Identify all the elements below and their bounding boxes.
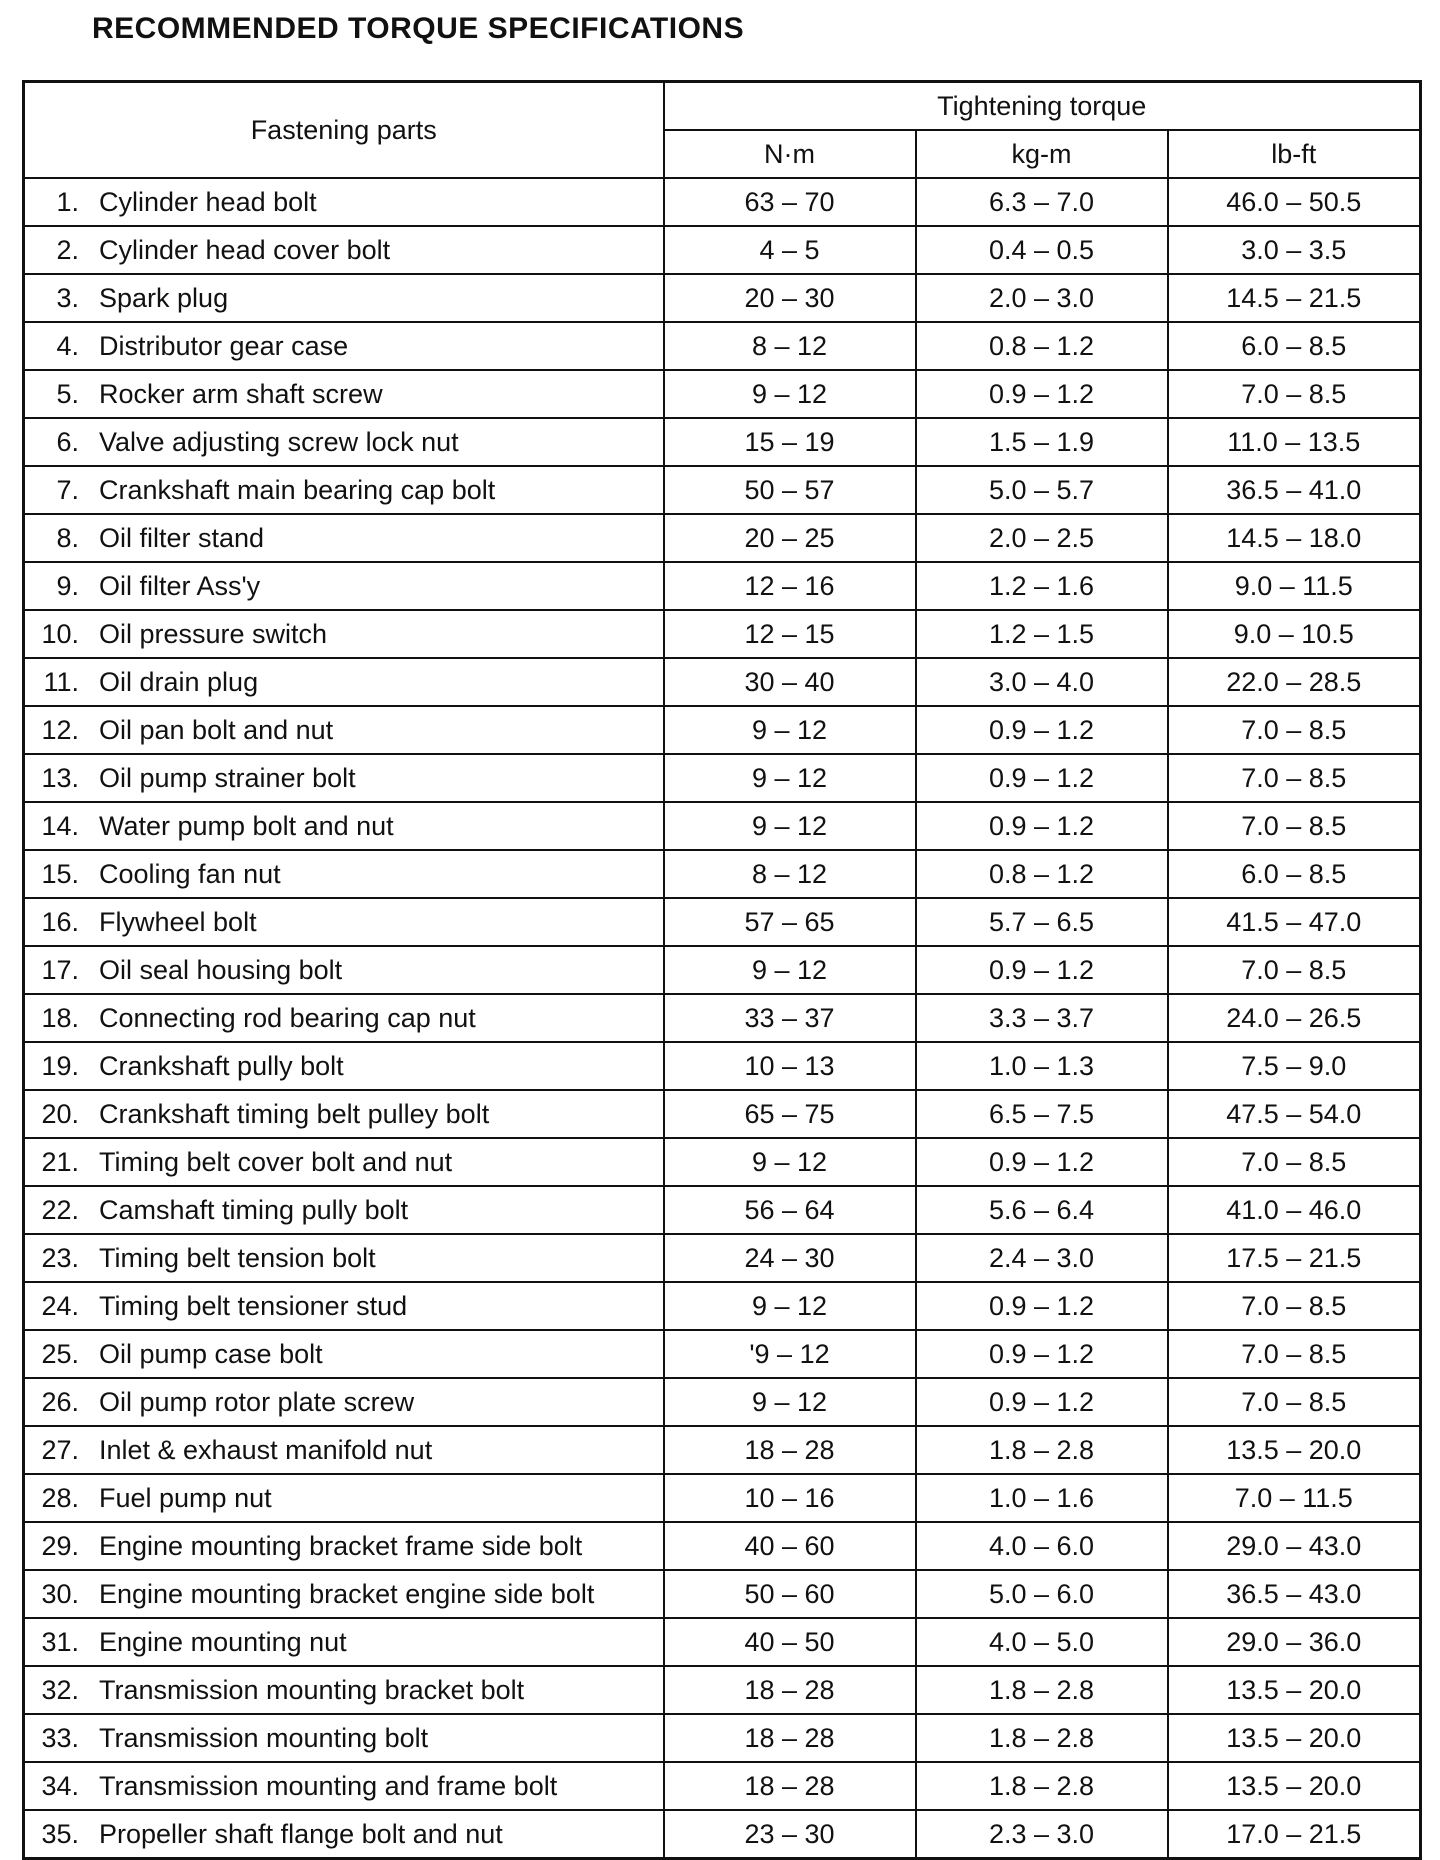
- part-name: Valve adjusting screw lock nut: [99, 426, 459, 457]
- torque-nm-cell: 40 – 50: [664, 1618, 916, 1666]
- torque-lbft-cell: 41.0 – 46.0: [1168, 1186, 1421, 1234]
- part-name: Camshaft timing pully bolt: [99, 1194, 409, 1225]
- row-number: 35.: [41, 1818, 79, 1849]
- row-number: 21.: [41, 1146, 79, 1177]
- torque-nm-cell: 50 – 57: [664, 466, 916, 514]
- part-name: Transmission mounting bolt: [99, 1722, 429, 1753]
- torque-kgm-cell: 1.5 – 1.9: [916, 418, 1168, 466]
- row-number: 18.: [41, 1002, 79, 1033]
- fastening-part-cell: [24, 1762, 664, 1810]
- torque-lbft-cell: 46.0 – 50.5: [1168, 178, 1421, 226]
- torque-kgm-cell: 1.2 – 1.5: [916, 610, 1168, 658]
- torque-lbft-cell: 7.0 – 8.5: [1168, 1330, 1421, 1378]
- fastening-part-cell: [24, 514, 664, 562]
- torque-lbft-cell: 36.5 – 43.0: [1168, 1570, 1421, 1618]
- torque-kgm-cell: 0.9 – 1.2: [916, 370, 1168, 418]
- part-name: Oil pressure switch: [99, 618, 328, 649]
- torque-nm-cell: 18 – 28: [664, 1426, 916, 1474]
- torque-kgm-cell: 3.0 – 4.0: [916, 658, 1168, 706]
- fastening-part-cell: [24, 562, 664, 610]
- table-row: [24, 1666, 1421, 1714]
- part-name: Transmission mounting bracket bolt: [99, 1674, 525, 1705]
- row-number: 26.: [41, 1386, 79, 1417]
- torque-kgm-cell: 0.9 – 1.2: [916, 706, 1168, 754]
- torque-lbft-cell: 17.5 – 21.5: [1168, 1234, 1421, 1282]
- torque-kgm-cell: 2.3 – 3.0: [916, 1810, 1168, 1859]
- table-row: [24, 1378, 1421, 1426]
- torque-kgm-cell: 0.9 – 1.2: [916, 754, 1168, 802]
- part-name: Timing belt tension bolt: [99, 1242, 376, 1273]
- part-name: Water pump bolt and nut: [99, 810, 394, 841]
- torque-nm-cell: 4 – 5: [664, 226, 916, 274]
- row-number: 31.: [41, 1626, 79, 1657]
- torque-lbft-cell: 9.0 – 11.5: [1168, 562, 1421, 610]
- torque-lbft-cell: 9.0 – 10.5: [1168, 610, 1421, 658]
- part-name: Oil drain plug: [99, 666, 259, 697]
- table-row: [24, 802, 1421, 850]
- fastening-part-cell: [24, 1186, 664, 1234]
- torque-nm-cell: 9 – 12: [664, 946, 916, 994]
- fastening-part-cell: [24, 1714, 664, 1762]
- torque-lbft-cell: 7.0 – 8.5: [1168, 370, 1421, 418]
- row-number: 3.: [56, 282, 79, 313]
- table-row: [24, 1234, 1421, 1282]
- part-name: Crankshaft timing belt pulley bolt: [99, 1098, 490, 1129]
- torque-lbft-cell: 7.0 – 8.5: [1168, 706, 1421, 754]
- torque-nm-cell: 40 – 60: [664, 1522, 916, 1570]
- row-number: 34.: [41, 1770, 79, 1801]
- table-row: [24, 178, 1421, 226]
- table-row: [24, 850, 1421, 898]
- torque-nm-cell: 12 – 16: [664, 562, 916, 610]
- torque-nm-cell: 18 – 28: [664, 1666, 916, 1714]
- torque-kgm-cell: 5.0 – 6.0: [916, 1570, 1168, 1618]
- torque-kgm-cell: 1.8 – 2.8: [916, 1762, 1168, 1810]
- part-name: Spark plug: [99, 282, 229, 313]
- torque-nm-cell: 9 – 12: [664, 802, 916, 850]
- part-name: Timing belt cover bolt and nut: [99, 1146, 453, 1177]
- row-number: 30.: [41, 1578, 79, 1609]
- table-row: [24, 706, 1421, 754]
- fastening-part-cell: [24, 226, 664, 274]
- row-number: 25.: [41, 1338, 79, 1369]
- header-fastening-parts: Fastening parts: [24, 82, 664, 179]
- fastening-part-cell: [24, 370, 664, 418]
- torque-nm-cell: 20 – 25: [664, 514, 916, 562]
- torque-kgm-cell: 2.0 – 2.5: [916, 514, 1168, 562]
- table-row: [24, 1762, 1421, 1810]
- header-tightening-torque: Tightening torque: [664, 82, 1421, 131]
- torque-lbft-cell: 24.0 – 26.5: [1168, 994, 1421, 1042]
- table-row: [24, 1426, 1421, 1474]
- torque-kgm-cell: 0.4 – 0.5: [916, 226, 1168, 274]
- part-name: Oil filter Ass'y: [99, 570, 261, 601]
- torque-kgm-cell: 6.3 – 7.0: [916, 178, 1168, 226]
- torque-lbft-cell: 3.0 – 3.5: [1168, 226, 1421, 274]
- row-number: 15.: [41, 858, 79, 889]
- header-unit-kgm: kg-m: [916, 130, 1168, 178]
- torque-kgm-cell: 5.7 – 6.5: [916, 898, 1168, 946]
- torque-nm-cell: 9 – 12: [664, 1378, 916, 1426]
- row-number: 28.: [41, 1482, 79, 1513]
- part-name: Engine mounting nut: [99, 1626, 347, 1657]
- torque-nm-cell: 9 – 12: [664, 754, 916, 802]
- torque-lbft-cell: 7.0 – 8.5: [1168, 1138, 1421, 1186]
- fastening-part-cell: [24, 1618, 664, 1666]
- table-row: [24, 754, 1421, 802]
- row-number: 6.: [56, 426, 79, 457]
- part-name: Cylinder head cover bolt: [99, 234, 391, 265]
- table-row: [24, 1474, 1421, 1522]
- row-number: 22.: [41, 1194, 79, 1225]
- torque-lbft-cell: 7.0 – 11.5: [1168, 1474, 1421, 1522]
- row-number: 14.: [41, 810, 79, 841]
- torque-kgm-cell: 0.9 – 1.2: [916, 1282, 1168, 1330]
- torque-lbft-cell: 14.5 – 21.5: [1168, 274, 1421, 322]
- torque-nm-cell: 56 – 64: [664, 1186, 916, 1234]
- row-number: 29.: [41, 1530, 79, 1561]
- torque-nm-cell: 23 – 30: [664, 1810, 916, 1859]
- fastening-part-cell: [24, 1522, 664, 1570]
- table-row: [24, 418, 1421, 466]
- fastening-part-cell: [24, 1474, 664, 1522]
- part-name: Oil filter stand: [99, 522, 265, 553]
- row-number: 12.: [41, 714, 79, 745]
- torque-lbft-cell: 29.0 – 36.0: [1168, 1618, 1421, 1666]
- torque-nm-cell: 12 – 15: [664, 610, 916, 658]
- torque-kgm-cell: 5.0 – 5.7: [916, 466, 1168, 514]
- row-number: 4.: [56, 330, 79, 361]
- torque-lbft-cell: 41.5 – 47.0: [1168, 898, 1421, 946]
- part-name: Oil pump case bolt: [99, 1338, 323, 1369]
- fastening-part-cell: [24, 1090, 664, 1138]
- torque-lbft-cell: 6.0 – 8.5: [1168, 322, 1421, 370]
- torque-nm-cell: 33 – 37: [664, 994, 916, 1042]
- torque-lbft-cell: 11.0 – 13.5: [1168, 418, 1421, 466]
- fastening-part-cell: [24, 1138, 664, 1186]
- part-name: Inlet & exhaust manifold nut: [99, 1434, 433, 1465]
- table-row: [24, 1282, 1421, 1330]
- torque-nm-cell: 18 – 28: [664, 1714, 916, 1762]
- table-body: [24, 178, 1421, 1859]
- torque-nm-cell: 9 – 12: [664, 1282, 916, 1330]
- fastening-part-cell: [24, 178, 664, 226]
- table-row: [24, 610, 1421, 658]
- row-number: 7.: [56, 474, 79, 505]
- row-number: 10.: [41, 618, 79, 649]
- torque-lbft-cell: 7.0 – 8.5: [1168, 1378, 1421, 1426]
- torque-kgm-cell: 1.0 – 1.3: [916, 1042, 1168, 1090]
- torque-nm-cell: 8 – 12: [664, 850, 916, 898]
- row-number: 27.: [41, 1434, 79, 1465]
- torque-nm-cell: 9 – 12: [664, 1138, 916, 1186]
- torque-kgm-cell: 0.9 – 1.2: [916, 946, 1168, 994]
- torque-kgm-cell: 1.0 – 1.6: [916, 1474, 1168, 1522]
- row-number: 23.: [41, 1242, 79, 1273]
- table-header: [24, 82, 1421, 179]
- torque-nm-cell: 10 – 16: [664, 1474, 916, 1522]
- part-name: Oil pump rotor plate screw: [99, 1386, 415, 1417]
- row-number: 16.: [41, 906, 79, 937]
- torque-kgm-cell: 2.4 – 3.0: [916, 1234, 1168, 1282]
- part-name: Crankshaft main bearing cap bolt: [99, 474, 496, 505]
- torque-nm-cell: 65 – 75: [664, 1090, 916, 1138]
- table-row: [24, 274, 1421, 322]
- torque-nm-cell: 9 – 12: [664, 706, 916, 754]
- table-row: [24, 514, 1421, 562]
- torque-kgm-cell: 2.0 – 3.0: [916, 274, 1168, 322]
- torque-lbft-cell: 7.0 – 8.5: [1168, 754, 1421, 802]
- row-number: 2.: [56, 234, 79, 265]
- torque-kgm-cell: 1.8 – 2.8: [916, 1714, 1168, 1762]
- torque-kgm-cell: 1.8 – 2.8: [916, 1426, 1168, 1474]
- row-number: 13.: [41, 762, 79, 793]
- row-number: 8.: [56, 522, 79, 553]
- row-number: 20.: [41, 1098, 79, 1129]
- part-name: Connecting rod bearing cap nut: [99, 1002, 476, 1033]
- row-number: 32.: [41, 1674, 79, 1705]
- part-name: Cooling fan nut: [99, 858, 281, 889]
- torque-nm-cell: 10 – 13: [664, 1042, 916, 1090]
- table-row: [24, 466, 1421, 514]
- row-number: 1.: [56, 186, 79, 217]
- table-row: [24, 1138, 1421, 1186]
- row-number: 17.: [41, 954, 79, 985]
- torque-lbft-cell: 29.0 – 43.0: [1168, 1522, 1421, 1570]
- torque-lbft-cell: 7.0 – 8.5: [1168, 1282, 1421, 1330]
- page-title: RECOMMENDED TORQUE SPECIFICATIONS: [92, 12, 745, 45]
- part-name: Timing belt tensioner stud: [99, 1290, 408, 1321]
- part-name: Transmission mounting and frame bolt: [99, 1770, 558, 1801]
- torque-kgm-cell: 6.5 – 7.5: [916, 1090, 1168, 1138]
- part-name: Fuel pump nut: [99, 1482, 272, 1513]
- torque-kgm-cell: 5.6 – 6.4: [916, 1186, 1168, 1234]
- torque-nm-cell: 50 – 60: [664, 1570, 916, 1618]
- part-name: Crankshaft pully bolt: [99, 1050, 344, 1081]
- table-row: [24, 1330, 1421, 1378]
- fastening-part-cell: [24, 994, 664, 1042]
- fastening-part-cell: [24, 658, 664, 706]
- torque-lbft-cell: 13.5 – 20.0: [1168, 1666, 1421, 1714]
- torque-kgm-cell: 4.0 – 6.0: [916, 1522, 1168, 1570]
- torque-lbft-cell: 17.0 – 21.5: [1168, 1810, 1421, 1859]
- fastening-part-cell: [24, 946, 664, 994]
- torque-nm-cell: 20 – 30: [664, 274, 916, 322]
- fastening-part-cell: [24, 1330, 664, 1378]
- table-row: [24, 1186, 1421, 1234]
- fastening-part-cell: [24, 1570, 664, 1618]
- part-name: Distributor gear case: [99, 330, 349, 361]
- torque-kgm-cell: 1.8 – 2.8: [916, 1666, 1168, 1714]
- torque-kgm-cell: 3.3 – 3.7: [916, 994, 1168, 1042]
- fastening-part-cell: [24, 1426, 664, 1474]
- part-name: Rocker arm shaft screw: [99, 378, 383, 409]
- torque-nm-cell: 63 – 70: [664, 178, 916, 226]
- fastening-part-cell: [24, 706, 664, 754]
- row-number: 5.: [56, 378, 79, 409]
- torque-nm-cell: 18 – 28: [664, 1762, 916, 1810]
- table-row: [24, 322, 1421, 370]
- fastening-part-cell: [24, 418, 664, 466]
- row-number: 9.: [56, 570, 79, 601]
- fastening-part-cell: [24, 466, 664, 514]
- torque-kgm-cell: 0.9 – 1.2: [916, 802, 1168, 850]
- table-row: [24, 1618, 1421, 1666]
- fastening-part-cell: [24, 802, 664, 850]
- torque-kgm-cell: 0.8 – 1.2: [916, 322, 1168, 370]
- row-number: 11.: [43, 666, 79, 697]
- table-row: [24, 994, 1421, 1042]
- torque-lbft-cell: 22.0 – 28.5: [1168, 658, 1421, 706]
- fastening-part-cell: [24, 754, 664, 802]
- torque-spec-table: [22, 80, 1422, 1860]
- part-name: Engine mounting bracket frame side bolt: [99, 1530, 583, 1561]
- torque-lbft-cell: 6.0 – 8.5: [1168, 850, 1421, 898]
- fastening-part-cell: [24, 1042, 664, 1090]
- torque-nm-cell: 57 – 65: [664, 898, 916, 946]
- torque-kgm-cell: 1.2 – 1.6: [916, 562, 1168, 610]
- table-row: [24, 946, 1421, 994]
- torque-nm-cell: 24 – 30: [664, 1234, 916, 1282]
- torque-kgm-cell: 4.0 – 5.0: [916, 1618, 1168, 1666]
- table-row: [24, 1810, 1421, 1859]
- header-unit-nm: N·m: [664, 130, 916, 178]
- fastening-part-cell: [24, 850, 664, 898]
- part-name: Oil pump strainer bolt: [99, 762, 356, 793]
- torque-nm-cell: '9 – 12: [664, 1330, 916, 1378]
- table-row: [24, 562, 1421, 610]
- torque-lbft-cell: 13.5 – 20.0: [1168, 1426, 1421, 1474]
- part-name: Oil pan bolt and nut: [99, 714, 334, 745]
- fastening-part-cell: [24, 274, 664, 322]
- torque-lbft-cell: 14.5 – 18.0: [1168, 514, 1421, 562]
- table-row: [24, 1714, 1421, 1762]
- table-row: [24, 658, 1421, 706]
- fastening-part-cell: [24, 1282, 664, 1330]
- torque-lbft-cell: 13.5 – 20.0: [1168, 1714, 1421, 1762]
- torque-kgm-cell: 0.8 – 1.2: [916, 850, 1168, 898]
- fastening-part-cell: [24, 610, 664, 658]
- row-number: 19.: [41, 1050, 79, 1081]
- torque-kgm-cell: 0.9 – 1.2: [916, 1138, 1168, 1186]
- torque-lbft-cell: 7.0 – 8.5: [1168, 802, 1421, 850]
- torque-lbft-cell: 13.5 – 20.0: [1168, 1762, 1421, 1810]
- fastening-part-cell: [24, 1378, 664, 1426]
- fastening-part-cell: [24, 898, 664, 946]
- torque-nm-cell: 8 – 12: [664, 322, 916, 370]
- fastening-part-cell: [24, 322, 664, 370]
- part-name: Oil seal housing bolt: [99, 954, 343, 985]
- fastening-part-cell: [24, 1810, 664, 1859]
- torque-kgm-cell: 0.9 – 1.2: [916, 1378, 1168, 1426]
- header-unit-lbft: lb-ft: [1168, 130, 1421, 178]
- row-number: 24.: [41, 1290, 79, 1321]
- table-row: [24, 226, 1421, 274]
- torque-nm-cell: 15 – 19: [664, 418, 916, 466]
- row-number: 33.: [41, 1722, 79, 1753]
- torque-nm-cell: 9 – 12: [664, 370, 916, 418]
- table-row: [24, 1522, 1421, 1570]
- table-row: [24, 898, 1421, 946]
- part-name: Propeller shaft flange bolt and nut: [99, 1818, 503, 1849]
- torque-lbft-cell: 7.0 – 8.5: [1168, 946, 1421, 994]
- part-name: Engine mounting bracket engine side bolt: [99, 1578, 595, 1609]
- table-row: [24, 370, 1421, 418]
- fastening-part-cell: [24, 1666, 664, 1714]
- part-name: Cylinder head bolt: [99, 186, 317, 217]
- torque-kgm-cell: 0.9 – 1.2: [916, 1330, 1168, 1378]
- torque-lbft-cell: 47.5 – 54.0: [1168, 1090, 1421, 1138]
- torque-lbft-cell: 7.5 – 9.0: [1168, 1042, 1421, 1090]
- fastening-part-cell: [24, 1234, 664, 1282]
- table-row: [24, 1042, 1421, 1090]
- torque-nm-cell: 30 – 40: [664, 658, 916, 706]
- table-row: [24, 1090, 1421, 1138]
- torque-lbft-cell: 36.5 – 41.0: [1168, 466, 1421, 514]
- table-row: [24, 1570, 1421, 1618]
- part-name: Flywheel bolt: [99, 906, 257, 937]
